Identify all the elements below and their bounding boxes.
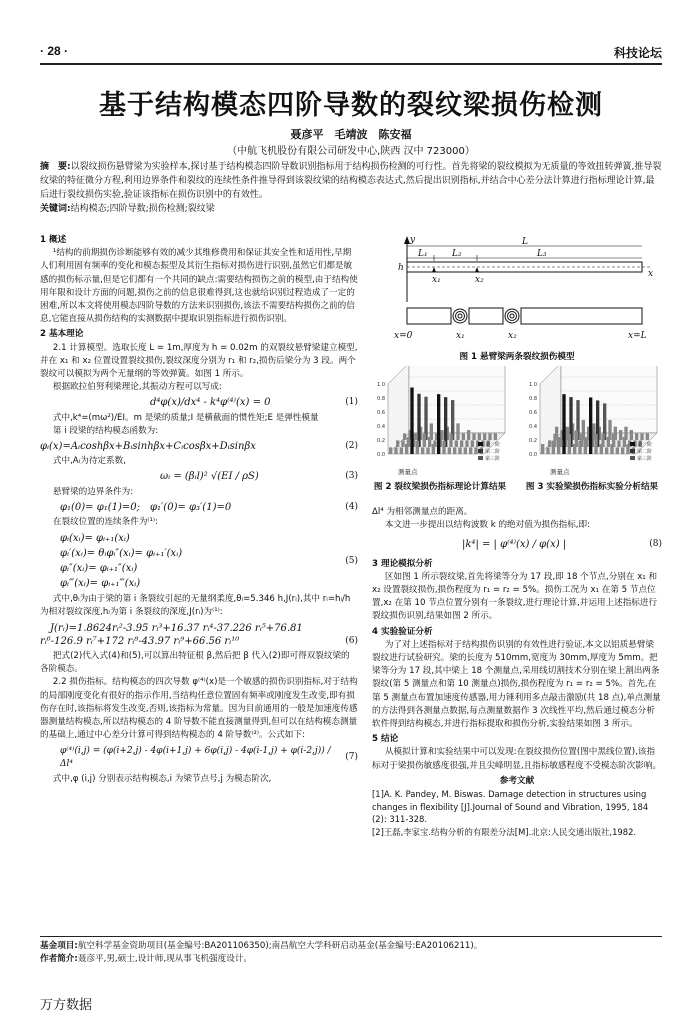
equation-8-intro: 本文进一步提出以结构波数 k 的绝对值为损伤指标,即:: [384, 520, 591, 531]
bar-s2-p10: [444, 397, 447, 447]
figure-2-caption: 图 2 裂纹梁损伤指标理论计算结果: [373, 482, 507, 492]
author-bio-label: 作者简介:: [40, 954, 78, 964]
abstract: [40, 160, 662, 216]
delta-l-note: Δl⁴ 为相邻测量点的距离。: [372, 507, 473, 517]
bar-s1-p12: [600, 444, 603, 454]
bar-s2-p1: [396, 440, 399, 447]
bar-s1-p6: [568, 434, 571, 454]
section-5-text: 从模拟计算和实验结果中可以发现:在裂纹损伤位置(图中黑线位置),该指标对于梁损伤敏感度很强,并且尖峰明显,且指标敏感程度不受模态阶次影响。: [372, 747, 662, 771]
section-4-text: 为了对上述指标对于结构损伤识别的有效性进行验证,本文以铝质悬臂梁裂纹进行试验研究。梁的长度为 510mm,宽度为 30mm,厚度为 5mm。把梁等分为 17 段,其中梁上 18 个测量点,采用线切割技术分别在梁上割出两条裂纹(第 5 测量点和第 10 测量点)损伤,损伤程度为 r₁ = r₂ = 5%。首先,在第 5 测量点布置加速度传感器,用力锤利用多点敲击激励(共 18 点),单点测量的方法得到各测量点数据,每点测量数据作 3 次线性平均,然后通过模态分析软件得到结构模态,并进行指标提取和损伤分析,实验结果如图 3 所示。: [372, 639, 661, 730]
bar-s1-p8: [426, 447, 429, 454]
fig1-bottom-x0: x=0: [394, 331, 413, 341]
chart-legend-swatch: [630, 449, 635, 453]
footnote: [40, 940, 662, 966]
footnote-rule: [40, 936, 662, 937]
equation-2-intro: 第 i 段梁的结构模态函数为:: [52, 425, 159, 436]
equation-1: d⁴φ(x)/dx⁴ - k⁴φ⁽⁴⁾(x) = 0 (1): [150, 397, 358, 409]
chart-legend-label: 第三阶: [637, 456, 653, 462]
chart-y-tick-label: 0.0: [529, 452, 537, 458]
section-4-title: 4 实验验证分析: [372, 626, 433, 637]
bar-s3-p15: [630, 430, 633, 440]
references-title: 参考文献: [499, 775, 535, 786]
chart-y-tick-label: 0.8: [529, 396, 537, 402]
wanfang-watermark: 万方数据: [40, 998, 93, 1013]
equation-4-intro: 悬臂梁的边界条件为:: [52, 486, 134, 497]
header-rule: [40, 63, 662, 65]
chart-x-axis-label: 测量点: [550, 468, 570, 476]
bar-s3-p13: [467, 430, 470, 440]
equation-7-note: 式中,φ (i,j) 分别表示结构模态,i 为梁节点号,j 为模态阶次,: [52, 773, 272, 784]
bar-s2-p1: [548, 440, 551, 447]
fund-label: 基金项目:: [40, 941, 78, 951]
bar-s1-p3: [552, 441, 555, 454]
chart-x-axis-label: 测量点: [398, 468, 418, 476]
fig1-x1-label: x₁: [432, 275, 441, 285]
bar-s1-p7: [573, 444, 576, 454]
bar-s3-p17: [640, 433, 643, 440]
bar-s3-p17: [488, 433, 491, 440]
page-number: · 28 ·: [40, 44, 69, 58]
bar-s1-p16: [469, 447, 472, 454]
equation-5-intro: 在裂纹位置的连续条件为⁽¹⁾:: [52, 517, 158, 528]
section-1-text: ¹结构的前期损伤诊断能够有效的减少其维修费用和保证其安全性和适用性,早期人们利用固有频率的变化和模态振型及其衍生指标对损伤进行识别,虽然它们都是敏感的损伤标示量,但是它们都有一个共同的缺点:需要结构损伤之前的模型,由于结构使用年限和设计方面的问题,损伤之前的信息很难得到,这也就给识别过程造成了一定的困难,所以本文将使用模态四阶导数的方法来识别损伤,该法不需要结构损伤之前的信息,它能直接从损伤结构的实测数据中提取识别指标进行损伤识别。: [40, 248, 358, 325]
bar-s2-p14: [465, 440, 468, 447]
reference-1: [1]A. K. Pandey, M. Biswas. Damage detection in structures using changes in flexibility [J].Journal of Sound and Vibration, 1995, 184 (2): 311-328.: [372, 789, 649, 825]
bar-s3-p11: [608, 420, 611, 440]
chart-y-tick-label: 0.2: [529, 438, 537, 444]
bar-s2-p13: [460, 440, 463, 447]
bar-s1-p2: [546, 447, 549, 454]
chart-y-tick-label: 0.4: [529, 424, 537, 430]
bar-s3-p1: [403, 433, 406, 440]
bar-s1-p1: [541, 444, 544, 454]
bar-s1-p13: [605, 447, 608, 454]
bar-s1-p7: [421, 447, 424, 454]
bar-s1-p17: [474, 447, 477, 454]
figure-2-chart: [366, 366, 516, 478]
fig1-x2-label: x₂: [475, 275, 484, 285]
bar-s3-p11: [456, 423, 459, 440]
section-2-1-text: 2.1 计算模型。选取长度 L = 1m,厚度为 h = 0.02m 的双裂纹悬臂梁建立模型,并在 x₁ 和 x₂ 位置设置裂纹损伤,裂纹深度分别为 r₁ 和 r₂,损伤后梁分为 3 段。两个裂纹可以模拟为两个无量纲的等效弹簧。如图 1 所示。: [40, 342, 358, 380]
section-3-title: 3 理论模拟分析: [372, 558, 433, 569]
bar-s1-p9: [432, 444, 435, 454]
bar-s1-p13: [453, 447, 456, 454]
chart-y-tick-label: 1.0: [377, 382, 385, 388]
bar-s1-p6: [416, 441, 419, 454]
chart-legend-swatch: [478, 442, 483, 446]
journal-name: 科技论坛: [613, 46, 662, 60]
bar-s1-p4: [557, 437, 560, 454]
paper-title: 基于结构模态四阶导数的裂纹梁损伤检测: [99, 90, 603, 121]
fig1-L3-label: L₃: [537, 249, 547, 259]
bar-s1-p15: [464, 447, 467, 454]
bar-s3-p12: [462, 433, 465, 440]
bar-s1-p14: [458, 447, 461, 454]
bar-s1-p10: [589, 397, 592, 454]
section-1-title: 1 概述: [40, 235, 67, 245]
chart-legend-label: 第二阶: [485, 449, 501, 455]
bar-s2-p14: [617, 440, 620, 447]
bar-s1-p15: [616, 447, 619, 454]
chart-legend-swatch: [630, 456, 635, 460]
chart-legend-label: 第一阶: [485, 442, 501, 448]
fig1-bottom-x1: x₁: [456, 331, 465, 341]
chart-y-tick-label: 1.0: [529, 382, 537, 388]
bar-s2-p2: [401, 440, 404, 447]
chart-legend-label: 第三阶: [485, 456, 501, 462]
bar-s1-p8: [578, 441, 581, 454]
equation-5: φᵢ(xᵢ)= φᵢ₊₁(xᵢ) φᵢ′(xᵢ)= θᵢφᵢ″(xᵢ)= φᵢ₊₁′(xᵢ) φᵢ″(xᵢ)= φᵢ₊₁″(xᵢ) φᵢ‴(xᵢ)= φᵢ₊₁‴(xᵢ) (5): [60, 533, 358, 590]
chart-legend-label: 第二阶: [637, 449, 653, 455]
bar-s2-p11: [449, 434, 452, 447]
keywords-label: 关键词:: [40, 204, 71, 214]
bar-s1-p17: [626, 444, 629, 454]
equation-3: ωᵢ = (βᵢl)² √(EI / ρS) (3): [160, 471, 358, 483]
chart-y-tick-label: 0.2: [377, 438, 385, 444]
keywords: 结构模态;四阶导数;损伤检测;裂纹梁: [70, 204, 215, 214]
chart-y-tick-label: 0.6: [377, 410, 385, 416]
bar-s3-p15: [478, 433, 481, 440]
equation-4: φ₁(0)= φ₁(1)=0; φ₁′(0)= φ₃′(1)=0 (4): [60, 501, 358, 513]
chart-y-tick-label: 0.6: [529, 410, 537, 416]
bar-s1-p9: [584, 437, 587, 454]
fig1-L2-label: L₂: [452, 249, 462, 259]
bar-s1-p10: [437, 394, 440, 454]
fig1-h-label: h: [398, 263, 404, 273]
bar-s3-p13: [619, 430, 622, 440]
equation-6-note: 把式(2)代入式(4)和(5),可以算出特征根 β,然后把 β 代入(2)即可得双裂纹梁的各阶模态。: [40, 651, 350, 675]
affiliation: （中航飞机股份有限公司研发中心,陕西 汉中 723000）: [227, 146, 475, 157]
bar-s1-p1: [389, 447, 392, 454]
abstract-label: 摘 要:: [40, 162, 71, 172]
bar-s1-p2: [394, 447, 397, 454]
fig1-y-label: y: [410, 235, 416, 245]
right-column: [372, 506, 662, 838]
bar-s2-p15: [623, 437, 626, 447]
bar-s1-p4: [405, 444, 408, 454]
section-2-2-text: 2.2 损伤指标。结构模态的四次导数 φ⁽⁴⁾(x)是一个敏感的损伤识别指标,对于结构的局部刚度变化有很好的指示作用,当结构任意位置固有频率或刚度发生改变,即有损伤存在时,该指标将发生改变,否则,该指标为常量。因为目前通用的一般是加速度传感器测量结构模态,所以结构模态的 4 阶导数不能直接测量得到,但可以在结构模态测量的基础上,通过中心差分计算可得到结构模态的 4 阶导数⁽²⁾。公式如下:: [40, 677, 358, 741]
figure-3-caption: 图 3 实验梁损伤指标实验分析结果: [525, 482, 659, 492]
chart-legend-swatch: [478, 456, 483, 460]
equation-1-note: 式中,k⁴=(mω²)/EI。m 是梁的质量;I 是横截面的惯性矩;E 是弹性模量: [52, 412, 319, 423]
left-column: [40, 232, 358, 786]
chart-y-tick-label: 0.8: [377, 396, 385, 402]
bar-s2-p6: [423, 434, 426, 447]
chart-back-wall: [409, 366, 505, 433]
figure-1-beam-model: [372, 230, 662, 348]
bar-s2-p12: [607, 437, 610, 447]
chart-legend-swatch: [630, 442, 635, 446]
fig1-L-label: L: [522, 237, 528, 247]
chart-legend-label: 第一阶: [637, 442, 653, 448]
bar-s2-p7: [428, 437, 431, 447]
equation-7: φ⁽⁴⁾(i,j) = (φ(i+2,j) - 4φ(i+1,j) + 6φ(i,j) - 4φ(i-1,j) + φ(i-2,j)) / Δl⁴ (7): [60, 745, 358, 769]
figure-3-chart: [518, 366, 668, 478]
chart-y-tick-label: 0.0: [377, 452, 385, 458]
bar-s1-p5: [410, 388, 413, 455]
section-5-title: 5 结论: [372, 734, 399, 745]
section-3-text: 区如图 1 所示裂纹梁,首先将梁等分为 17 段,即 18 个节点,分别在 x₁ 和 x₂ 设置裂纹损伤,损伤程度为 r₁ = r₂ = 5%。损伤工况为 x₁ 在第 5 节点位置,x₂ 在第 10 节点位置分别有一条裂纹,进行理论计算,并运用上述指标进行裂纹损伤识别,结果如图 2 所示。: [372, 571, 658, 622]
bar-s2-p15: [471, 440, 474, 447]
bar-s2-p5: [417, 394, 420, 447]
chart-legend-swatch: [478, 449, 483, 453]
bar-s1-p11: [442, 441, 445, 454]
bar-s1-p3: [400, 447, 403, 454]
bar-s3-p18: [646, 433, 649, 440]
author-bio-text: 聂彦平,男,硕士,设计师,现从事飞机强度设计。: [77, 954, 253, 964]
bar-s1-p16: [621, 447, 624, 454]
bar-s3-p5: [424, 397, 427, 440]
equation-2: φᵢ(x)=Aᵢcoshβx+Bᵢsinhβx+Cᵢcosβx+Dᵢsinβx (2): [40, 441, 358, 453]
equation-2-note: 式中,Aᵢ为待定系数,: [52, 456, 126, 467]
bar-s3-p16: [635, 433, 638, 440]
equation-8: |k⁴| = | φ⁽⁴⁾(x) / φ(x) | (8): [462, 539, 662, 551]
reference-2: [2]王磊,李家宝.结构分析的有限差分法[M].北京:人民交通出版社,1982.: [372, 826, 637, 837]
section-2-title: 2 基本理论: [40, 329, 84, 340]
equation-5-note: 式中,θᵢ为由于梁的第 i 条裂纹引起的无量纲柔度,θᵢ=5.346 h,J(rᵢ),其中 rᵢ=hᵢ/h 为相对裂纹深度,hᵢ为第 i 条裂纹的深度,J(rᵢ)为⁽¹⁾:: [40, 594, 351, 618]
bar-s3-p14: [472, 433, 475, 440]
equation-6: J(rᵢ)=1.8624rᵢ²-3.95 rᵢ³+16.37 rᵢ⁴-37.226 rᵢ⁵+76.81 rᵢ⁶-126.9 rᵢ⁷+172 rᵢ⁸-43.97 rᵢ⁹+66.56 rᵢ¹⁰ (6): [40, 622, 358, 647]
bar-s1-p5: [562, 394, 565, 454]
bar-s3-p18: [494, 433, 497, 440]
chart-y-tick-label: 0.4: [377, 424, 385, 430]
figure-1-caption: 图 1 悬臂梁两条裂纹损伤模型: [459, 352, 575, 362]
authors: 聂彦平 毛靖波 陈安福: [290, 128, 412, 141]
fund-text: 航空科学基金资助项目(基金编号:BA201106350);南昌航空大学科研启动基金(基金编号:EA20106211)。: [77, 941, 483, 951]
bar-s2-p12: [455, 440, 458, 447]
bar-s3-p16: [483, 433, 486, 440]
abstract-text: 以裂纹损伤悬臂梁为实验样本,探讨基于结构模态四阶导数识别指标用于结构损伤检测的可行性。首先将梁的裂纹模拟为无质量的等效扭转弹簧,推导裂纹梁的特征微分方程,利用边界条件和裂纹的连续性条件推导得到该裂纹梁的结构模态表达式,然后提出识别指标,并结合中心差分法计算进行指标理论计算,最后进行裂纹损伤实验,验证该指标在损伤识别中的有效性。: [40, 162, 662, 200]
bar-s1-p12: [448, 447, 451, 454]
fig1-bottom-xL: x=L: [628, 331, 647, 341]
fig1-x-axis-label: x: [648, 269, 654, 279]
bar-s1-p11: [594, 434, 597, 454]
fig1-bottom-x2: x₂: [508, 331, 517, 341]
fig1-L1-label: L₁: [418, 249, 428, 259]
section-2-1-text-2: 根据欧拉伯努利梁理论,其振动方程可以写成:: [52, 382, 222, 393]
bar-s1-p14: [610, 444, 613, 454]
